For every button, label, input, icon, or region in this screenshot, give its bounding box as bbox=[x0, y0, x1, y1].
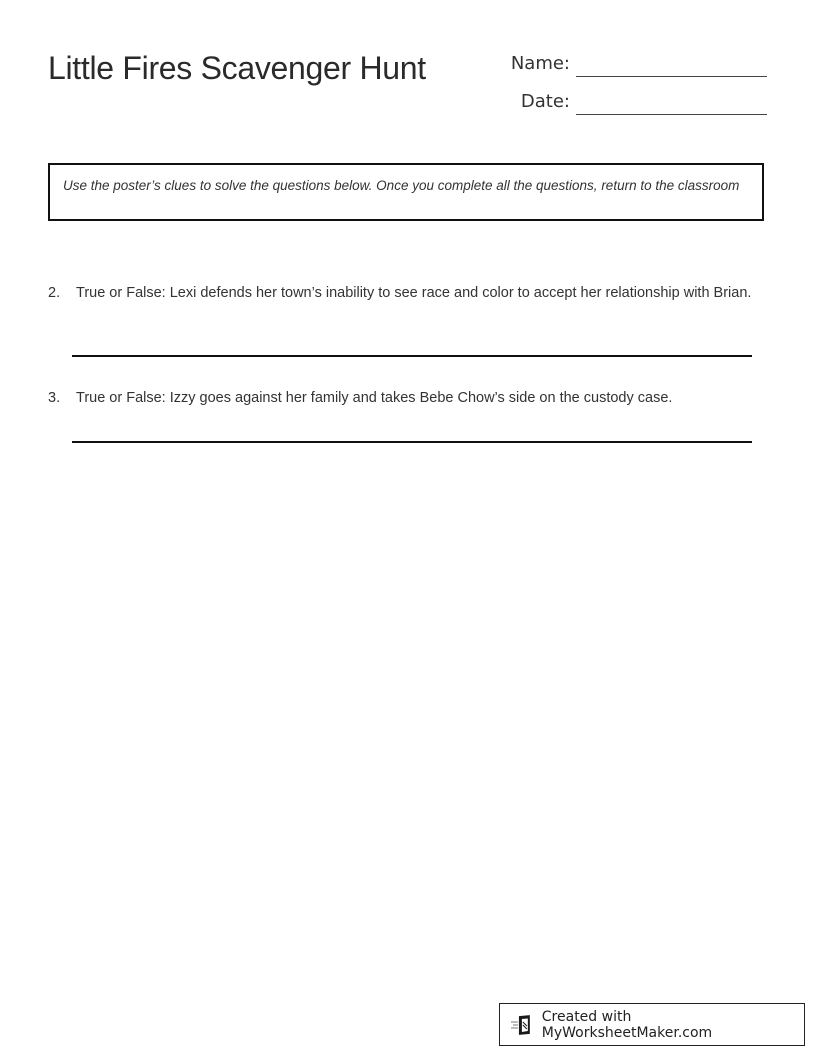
worksheet-title: Little Fires Scavenger Hunt bbox=[48, 50, 426, 86]
footer-text[interactable]: Created with MyWorksheetMaker.com bbox=[541, 1008, 713, 1041]
worksheet-maker-logo-icon bbox=[510, 1014, 536, 1036]
question-item bbox=[48, 389, 760, 408]
instructions-box: Use the poster’s clues to solve the questions below. Once you complete all the questions, return to the classroom bbox=[48, 163, 764, 221]
question-number: 2. bbox=[48, 285, 61, 301]
date-label: Date: bbox=[520, 91, 570, 112]
name-label: Name: bbox=[510, 53, 570, 74]
name-blank-line bbox=[576, 76, 767, 77]
answer-line bbox=[72, 441, 752, 443]
question-text: True or False: Izzy goes against her family and takes Bebe Chow’s side on the custody case. bbox=[76, 390, 673, 406]
footer-credit[interactable] bbox=[499, 1003, 805, 1046]
name-field bbox=[510, 53, 767, 75]
question-item bbox=[48, 284, 760, 303]
question-text: True or False: Lexi defends her town’s inability to see race and color to accept her relationship with Brian. bbox=[76, 285, 752, 301]
question-number: 3. bbox=[48, 390, 61, 406]
date-blank-line bbox=[576, 114, 767, 115]
date-field bbox=[510, 91, 767, 113]
answer-line bbox=[72, 355, 752, 357]
